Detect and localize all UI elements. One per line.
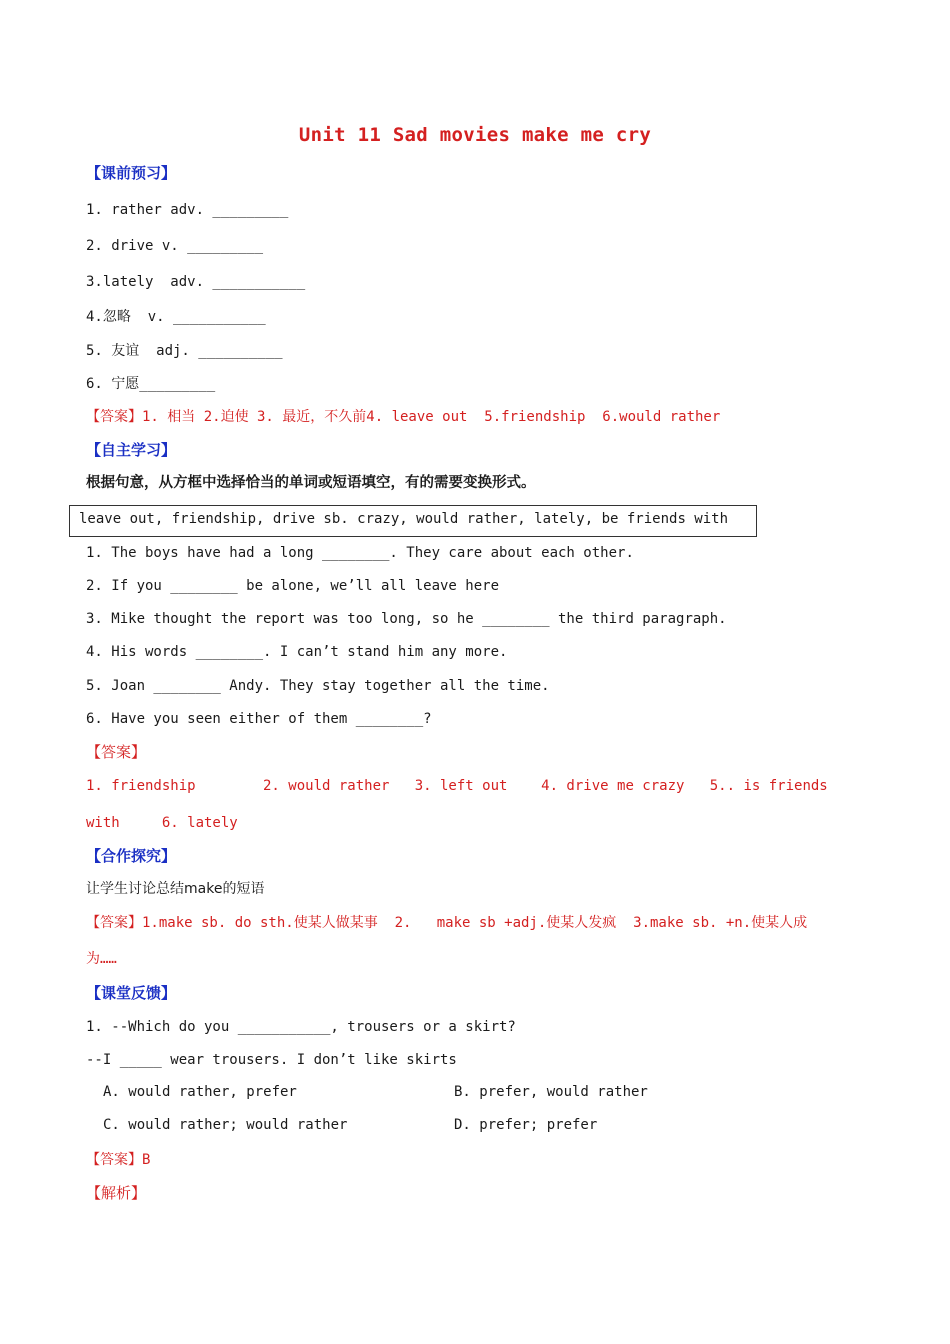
- self-study-item-2: 2. If you ________ be alone, we’ll all leave here: [86, 578, 500, 594]
- preview-item-3: 3.lately adv. ___________: [86, 274, 306, 290]
- cooperation-answer-line-2: 为……: [86, 951, 117, 967]
- preview-item-5: 5. 友谊 adj. __________: [86, 343, 283, 359]
- option-d: D. prefer; prefer: [454, 1117, 598, 1133]
- section-heading-self-study: 【自主学习】: [86, 441, 177, 459]
- preview-item-4: 4.忽略 v. ___________: [86, 309, 266, 325]
- self-study-item-1: 1. The boys have had a long ________. They care about each other.: [86, 545, 634, 561]
- option-c: C. would rather; would rather: [103, 1117, 348, 1133]
- feedback-answer: 【答案】B: [86, 1152, 151, 1168]
- self-study-item-5: 5. Joan ________ Andy. They stay together all the time.: [86, 678, 550, 694]
- self-study-item-3: 3. Mike thought the report was too long, so he ________ the third paragraph.: [86, 611, 727, 627]
- preview-item-6: 6. 宁愿_________: [86, 376, 216, 392]
- feedback-question-1-line-2: --I _____ wear trousers. I don’t like skirts: [86, 1052, 457, 1068]
- preview-item-1: 1. rather adv. _________: [86, 202, 289, 218]
- page-title: Unit 11 Sad movies make me cry: [298, 124, 652, 146]
- self-study-answer-label: 【答案】: [86, 743, 147, 761]
- feedback-analysis: 【解析】: [86, 1184, 147, 1202]
- word-box: [69, 505, 757, 537]
- self-study-instruction: 根据句意，从方框中选择恰当的单词或短语填空，有的需要变换形式。: [86, 475, 536, 491]
- cooperation-prompt: 让学生讨论总结make的短语: [86, 881, 265, 897]
- self-study-answer-line-1: 1. friendship 2. would rather 3. left out 4. drive me crazy 5.. is friends: [86, 778, 828, 794]
- preview-item-2: 2. drive v. _________: [86, 238, 264, 254]
- section-heading-cooperation: 【合作探究】: [86, 847, 177, 865]
- cooperation-answer-line-1: 【答案】1.make sb. do sth.使某人做某事 2. make sb +adj.使某人发疯 3.make sb. +n.使某人成: [86, 915, 808, 931]
- option-a: A. would rather, prefer: [103, 1084, 297, 1100]
- section-heading-preview: 【课前预习】: [86, 164, 177, 182]
- self-study-item-4: 4. His words ________. I can’t stand him any more.: [86, 644, 508, 660]
- section-heading-feedback: 【课堂反馈】: [86, 984, 177, 1002]
- word-box-text: leave out, friendship, drive sb. crazy, would rather, lately, be friends with: [79, 511, 729, 527]
- self-study-answer-line-2: with 6. lately: [86, 815, 238, 831]
- preview-answer: 【答案】1. 相当 2.迫使 3. 最近，不久前4. leave out 5.friendship 6.would rather: [86, 409, 721, 425]
- feedback-question-1-line-1: 1. --Which do you ___________, trousers or a skirt?: [86, 1019, 516, 1035]
- self-study-item-6: 6. Have you seen either of them ________?: [86, 711, 432, 727]
- option-b: B. prefer, would rather: [454, 1084, 648, 1100]
